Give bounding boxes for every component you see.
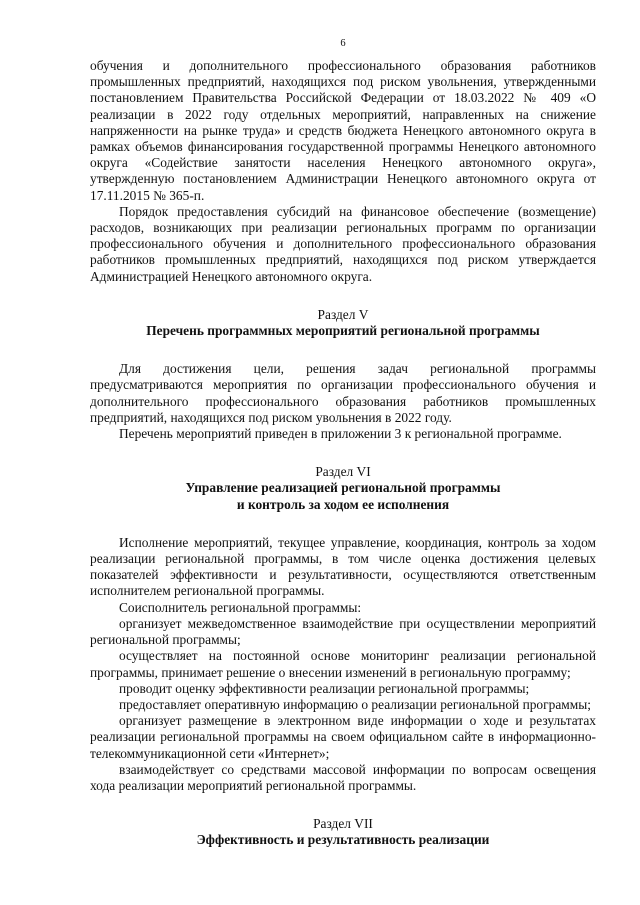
section-6-title-line-2: и контроль за ходом ее исполнения	[236, 496, 450, 512]
section-7-number: Раздел VII	[313, 816, 373, 832]
section-6-paragraph-4: осуществляет на постоянной основе мониторинг реализации региональной программы, принимает решение о внесении изменений в региональную программу;	[90, 648, 596, 680]
section-5-number: Раздел V	[317, 306, 369, 322]
section-5-paragraph-2: Перечень мероприятий приведен в приложении 3 к региональной программе.	[119, 426, 562, 442]
section-5-paragraph-1: Для достижения цели, решения задач региональной программы предусматриваются мероприятия по организации профессионального обучения и дополнительного профессионального образования работников промышленных предприятий, находящихся под риском увольнения в 2022 году.	[90, 361, 596, 425]
section-6-paragraph-6: предоставляет оперативную информацию о реализации региональной программы;	[119, 696, 591, 712]
intro-paragraph-2: Порядок предоставления субсидий на финансовое обеспечение (возмещение) расходов, возникающих при реализации региональных программ по организации профессионального обучения и дополнительного профессионального образования работников промышленных предприятий, находящихся под риском утверждается Администрацией Ненецкого автономного округа.	[90, 203, 596, 284]
page-number: 6	[340, 38, 346, 49]
section-6-number: Раздел VI	[315, 464, 371, 480]
document-body	[90, 58, 596, 849]
section-6-title-line-1: Управление реализацией региональной программы	[185, 480, 501, 496]
section-6-paragraph-1: Исполнение мероприятий, текущее управление, координация, контроль за ходом реализации региональной программы, в том числе оценка достижения целевых показателей эффективности и результативности, осуществляются ответственным исполнителем региональной программы.	[90, 534, 596, 599]
section-6-paragraph-8: взаимодействует со средствами массовой информации по вопросам освещения хода реализации мероприятий региональной программы.	[90, 761, 596, 793]
section-5-title: Перечень программных мероприятий региональной программы	[146, 323, 540, 339]
section-6-paragraph-7: организует размещение в электронном виде информации о ходе и результатах реализации региональной программы на своем официальном сайте в информационно-телекоммуникационной сети «Интернет»;	[90, 713, 596, 761]
section-6-paragraph-2: Соисполнитель региональной программы:	[119, 599, 362, 615]
section-7-title: Эффективность и результативность реализации	[196, 832, 490, 848]
document-page	[90, 0, 596, 905]
section-6-paragraph-5: проводит оценку эффективности реализации региональной программы;	[119, 680, 530, 696]
section-6-paragraph-3: организует межведомственное взаимодействие при осуществлении мероприятий региональной программы;	[90, 615, 596, 648]
intro-paragraph-1: обучения и дополнительного профессионального образования работников промышленных предприятий, находящихся под риском увольнения, утвержденными постановлением Правительства Российской Федерации от 18.03.2022 № 409 «О реализации в 2022 году отдельных мероприятий, направленных на снижение напряженности на рынке труда» и средств бюджета Ненецкого автономного округа в рамках объемов финансирования государственной программы Ненецкого автономного округа «Содействие занятости населения Ненецкого автономного округа», утвержденную постановлением Администрации Ненецкого автономного округа от 17.11.2015 № 365-п.	[90, 58, 596, 203]
